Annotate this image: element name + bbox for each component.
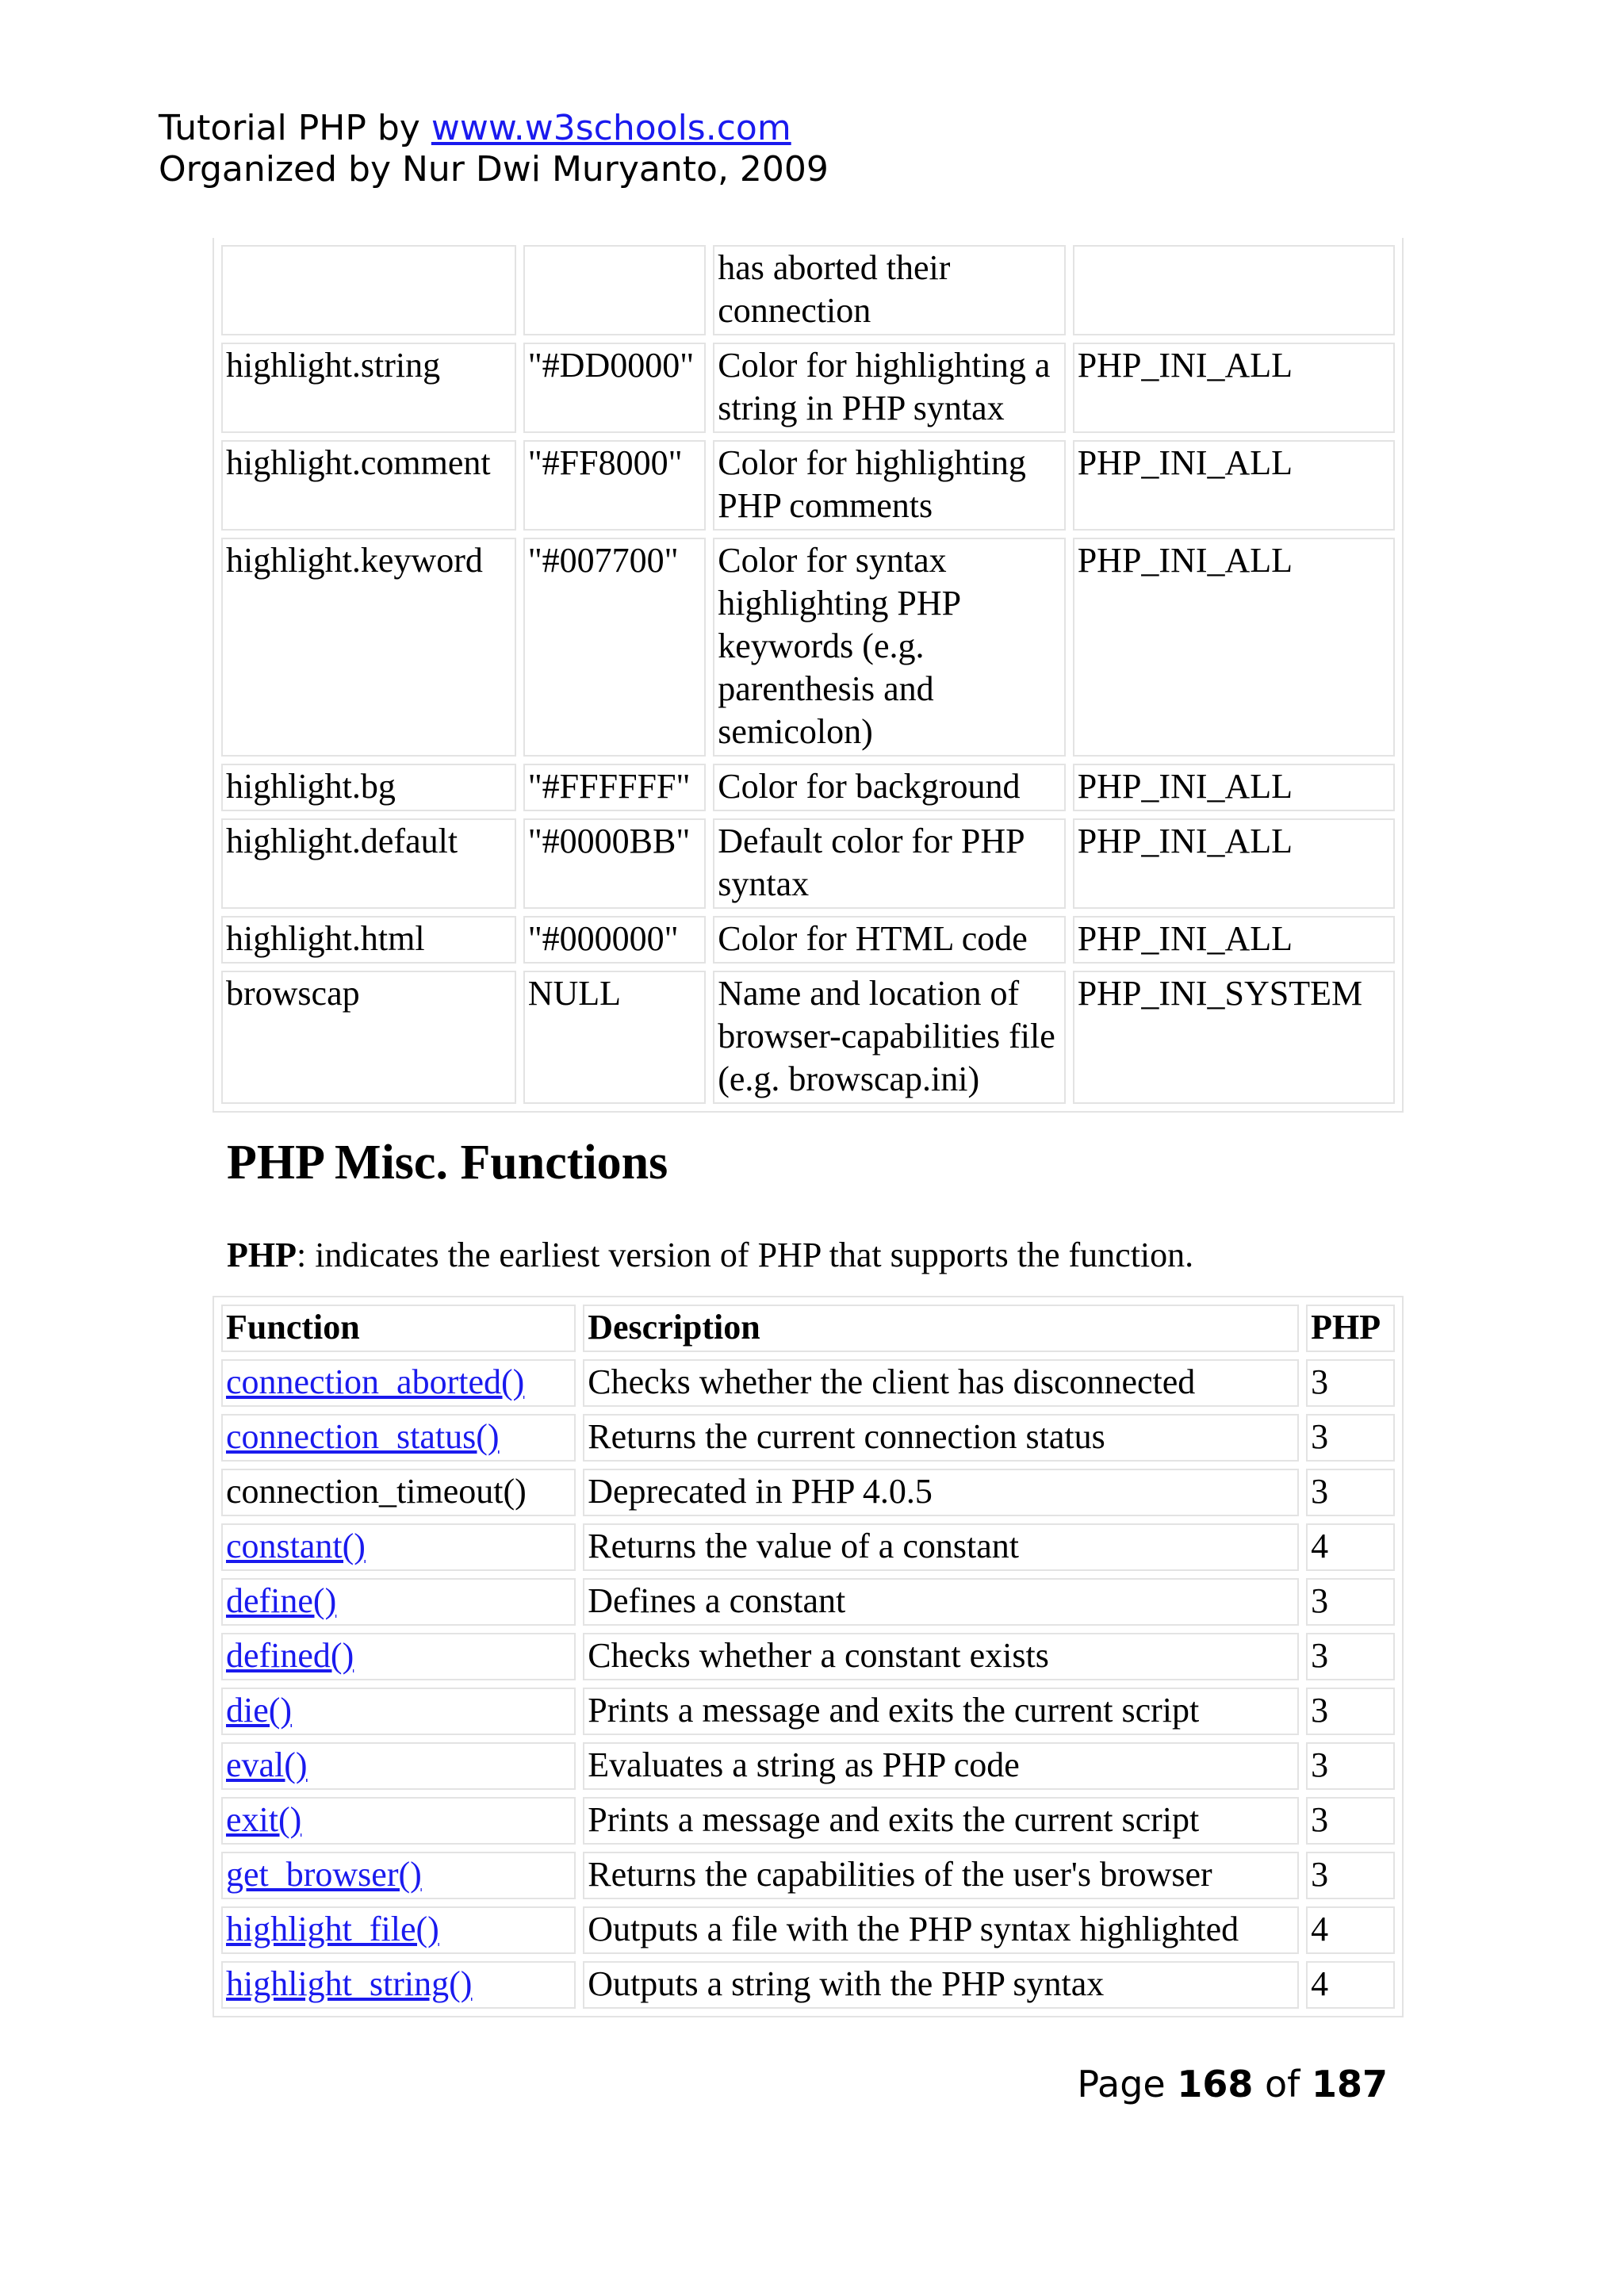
function-name-cell[interactable]	[221, 1359, 576, 1407]
config-changeable-cell: PHP_INI_ALL	[1073, 343, 1395, 433]
php-version-note-label: PHP	[227, 1236, 297, 1274]
function-row	[221, 1469, 1395, 1516]
config-name-cell: highlight.html	[221, 916, 516, 964]
function-name-cell[interactable]	[221, 1688, 576, 1735]
function-php-version-cell: 4	[1306, 1961, 1395, 2009]
config-table-body	[221, 245, 1395, 1104]
config-changeable-cell: PHP_INI_SYSTEM	[1073, 971, 1395, 1104]
function-name-cell[interactable]	[221, 1742, 576, 1790]
config-description-cell: Color for highlighting a string in PHP syntax	[713, 343, 1065, 433]
page-of: of	[1253, 2063, 1312, 2105]
config-row	[221, 440, 1395, 531]
config-row	[221, 764, 1395, 811]
function-row	[221, 1742, 1395, 1790]
config-default-cell: "#0000BB"	[523, 818, 707, 909]
function-name-cell[interactable]	[221, 1578, 576, 1626]
function-link[interactable]: get_browser()	[226, 1855, 422, 1894]
function-php-version-cell: 4	[1306, 1523, 1395, 1571]
function-php-version-cell: 3	[1306, 1742, 1395, 1790]
function-php-version-cell: 3	[1306, 1578, 1395, 1626]
config-description-cell: Color for HTML code	[713, 916, 1065, 964]
header-organizer-text: Organized by Nur Dwi Muryanto, 2009	[159, 149, 829, 190]
config-name-cell: highlight.comment	[221, 440, 516, 531]
function-row	[221, 1688, 1395, 1735]
config-changeable-cell: PHP_INI_ALL	[1073, 538, 1395, 757]
function-row	[221, 1797, 1395, 1845]
config-changeable-cell: PHP_INI_ALL	[1073, 818, 1395, 909]
function-php-version-cell: 3	[1306, 1633, 1395, 1680]
config-default-cell: "#007700"	[523, 538, 707, 757]
config-name-cell: highlight.keyword	[221, 538, 516, 757]
function-link[interactable]: connection_aborted()	[226, 1362, 525, 1401]
config-description-cell: has aborted their connection	[713, 245, 1065, 335]
config-description-cell: Color for highlighting PHP comments	[713, 440, 1065, 531]
function-name-cell[interactable]	[221, 1523, 576, 1571]
config-default-cell: "#FFFFFF"	[523, 764, 707, 811]
config-default-cell: "#000000"	[523, 916, 707, 964]
function-description-cell: Checks whether the client has disconnected	[583, 1359, 1299, 1407]
function-name-cell: connection_timeout()	[221, 1469, 576, 1516]
function-description-cell: Returns the value of a constant	[583, 1523, 1299, 1571]
function-row	[221, 1359, 1395, 1407]
document-header	[159, 108, 829, 190]
function-description-cell: Prints a message and exits the current script	[583, 1797, 1299, 1845]
functions-table-body	[221, 1359, 1395, 2009]
function-row	[221, 1906, 1395, 1954]
header-line-1	[159, 108, 829, 149]
function-php-version-cell: 3	[1306, 1852, 1395, 1899]
function-row	[221, 1414, 1395, 1462]
function-row	[221, 1852, 1395, 1899]
function-name-cell[interactable]	[221, 1414, 576, 1462]
page-total: 187	[1311, 2063, 1388, 2105]
config-name-cell: highlight.default	[221, 818, 516, 909]
function-description-cell: Defines a constant	[583, 1578, 1299, 1626]
config-default-cell	[523, 245, 707, 335]
function-php-version-cell: 3	[1306, 1797, 1395, 1845]
config-default-cell: "#DD0000"	[523, 343, 707, 433]
function-link[interactable]: highlight_string()	[226, 1964, 473, 2003]
config-row	[221, 538, 1395, 757]
section-title: PHP Misc. Functions	[227, 1136, 668, 1190]
misc-functions-table	[213, 1296, 1404, 2017]
config-changeable-cell: PHP_INI_ALL	[1073, 440, 1395, 531]
functions-header-row	[221, 1305, 1395, 1352]
function-name-cell[interactable]	[221, 1906, 576, 1954]
function-row	[221, 1633, 1395, 1680]
function-link[interactable]: defined()	[226, 1636, 354, 1675]
function-description-cell: Deprecated in PHP 4.0.5	[583, 1469, 1299, 1516]
function-php-version-cell: 3	[1306, 1359, 1395, 1407]
page-number	[1077, 2062, 1388, 2106]
function-php-version-cell: 3	[1306, 1414, 1395, 1462]
function-row	[221, 1523, 1395, 1571]
function-name-cell[interactable]	[221, 1961, 576, 2009]
config-name-cell: highlight.string	[221, 343, 516, 433]
config-name-cell	[221, 245, 516, 335]
function-php-version-cell: 4	[1306, 1906, 1395, 1954]
config-description-cell: Color for background	[713, 764, 1065, 811]
column-header-description: Description	[583, 1305, 1299, 1352]
function-php-version-cell: 3	[1306, 1688, 1395, 1735]
functions-table-head	[221, 1305, 1395, 1352]
config-changeable-cell: PHP_INI_ALL	[1073, 916, 1395, 964]
function-row	[221, 1961, 1395, 2009]
function-link[interactable]: constant()	[226, 1527, 366, 1565]
config-row	[221, 245, 1395, 335]
function-description-cell: Outputs a file with the PHP syntax highlighted	[583, 1906, 1299, 1954]
php-version-note-text: : indicates the earliest version of PHP that supports the function.	[296, 1236, 1194, 1274]
function-link[interactable]: define()	[226, 1581, 337, 1620]
page-current: 168	[1177, 2063, 1254, 2105]
config-row	[221, 916, 1395, 964]
w3schools-link[interactable]: www.w3schools.com	[431, 108, 791, 148]
config-name-cell: highlight.bg	[221, 764, 516, 811]
config-row	[221, 343, 1395, 433]
function-description-cell: Returns the capabilities of the user's browser	[583, 1852, 1299, 1899]
function-description-cell: Prints a message and exits the current script	[583, 1688, 1299, 1735]
function-row	[221, 1578, 1395, 1626]
column-header-php: PHP	[1306, 1305, 1395, 1352]
function-name-cell[interactable]	[221, 1797, 576, 1845]
function-link[interactable]: die()	[226, 1691, 293, 1730]
config-default-cell: "#FF8000"	[523, 440, 707, 531]
config-description-cell: Color for syntax highlighting PHP keywords (e.g. parenthesis and semicolon)	[713, 538, 1065, 757]
page-prefix: Page	[1077, 2063, 1178, 2105]
function-php-version-cell: 3	[1306, 1469, 1395, 1516]
config-changeable-cell	[1073, 245, 1395, 335]
config-row	[221, 971, 1395, 1104]
runtime-config-table	[213, 238, 1404, 1113]
function-link[interactable]: connection_status()	[226, 1417, 500, 1456]
config-default-cell: NULL	[523, 971, 707, 1104]
function-link[interactable]: eval()	[226, 1745, 308, 1784]
function-name-cell[interactable]	[221, 1633, 576, 1680]
php-version-note	[227, 1234, 1193, 1277]
function-link[interactable]: exit()	[226, 1800, 302, 1839]
header-tutorial-text: Tutorial PHP by	[159, 108, 431, 148]
config-name-cell: browscap	[221, 971, 516, 1104]
function-description-cell: Outputs a string with the PHP syntax	[583, 1961, 1299, 2009]
column-header-function: Function	[221, 1305, 576, 1352]
function-description-cell: Evaluates a string as PHP code	[583, 1742, 1299, 1790]
function-link[interactable]: highlight_file()	[226, 1910, 439, 1948]
config-description-cell: Default color for PHP syntax	[713, 818, 1065, 909]
function-description-cell: Returns the current connection status	[583, 1414, 1299, 1462]
config-description-cell: Name and location of browser-capabilities file (e.g. browscap.ini)	[713, 971, 1065, 1104]
function-description-cell: Checks whether a constant exists	[583, 1633, 1299, 1680]
function-name-cell[interactable]	[221, 1852, 576, 1899]
config-changeable-cell: PHP_INI_ALL	[1073, 764, 1395, 811]
config-row	[221, 818, 1395, 909]
